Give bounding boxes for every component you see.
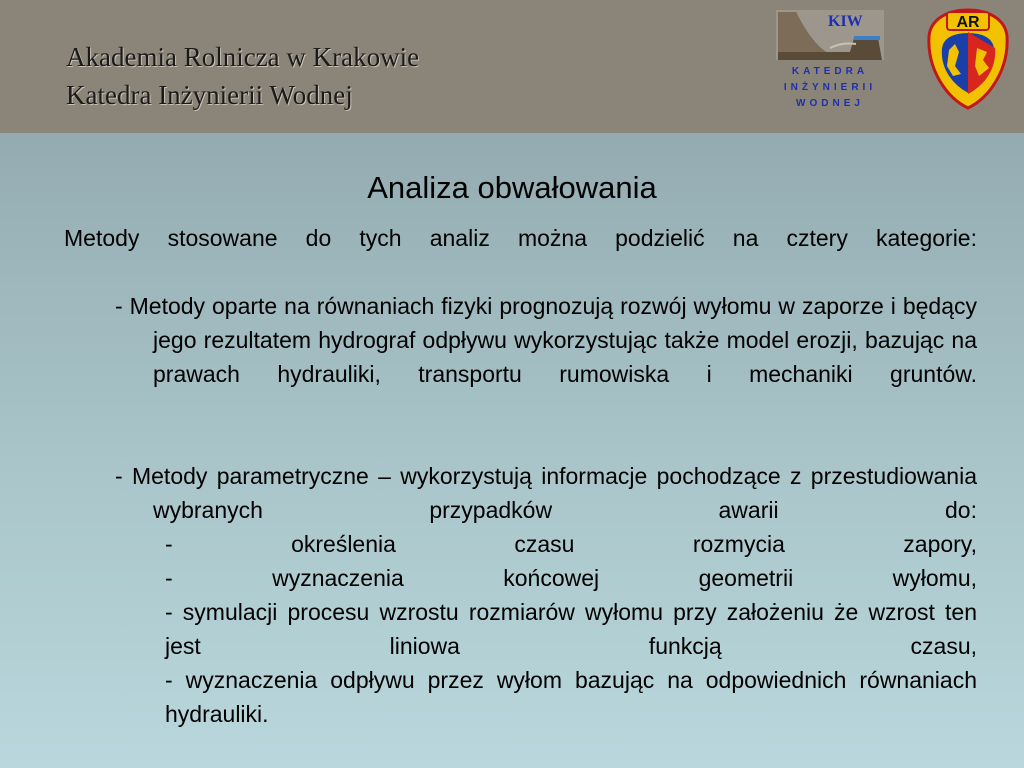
department-name: Katedra Inżynierii Wodnej: [66, 80, 353, 110]
sub-item-3: - symulacji procesu wzrostu rozmiarów wyłomu przy założeniu że wzrost ten jest liniowa funkcją czasu,: [165, 599, 977, 659]
slide-title: Analiza obwałowania: [367, 170, 657, 205]
ar-logo: [925, 6, 1011, 112]
ar-crest-icon: [925, 6, 1011, 112]
ar-abbr: AR: [956, 14, 980, 31]
kiw-logo: [774, 8, 886, 118]
kiw-line2: INŻYNIERII: [783, 82, 877, 93]
intro-text: Metody stosowane do tych analiz można podzielić na cztery kategorie:: [64, 225, 977, 251]
kiw-line1: KATEDRA: [791, 66, 869, 77]
kiw-line3: WODNEJ: [796, 98, 864, 109]
sub-item-1: - określenia czasu rozmycia zapory,: [165, 531, 977, 557]
kiw-dam-icon: [774, 8, 886, 70]
kiw-abbr: KIW: [828, 13, 863, 30]
university-name: Akademia Rolnicza w Krakowie: [66, 42, 420, 72]
sub-item-4: - wyznaczenia odpływu przez wyłom bazując na odpowiednich równaniach hydrauliki.: [165, 667, 977, 727]
method-1-text: - Metody oparte na równaniach fizyki prognozują rozwój wyłomu w zaporze i będący jego rezultatem hydrograf odpływu wykorzystując także model erozji, bazując na prawach hydrauliki, transportu rumowiska i mechaniki gruntów.: [115, 293, 977, 387]
header-bar: [0, 0, 1024, 133]
sub-item-2: - wyznaczenia końcowej geometrii wyłomu,: [165, 565, 977, 591]
method-2-text: - Metody parametryczne – wykorzystują informacje pochodzące z przestudiowania wybranych przypadków awarii do:: [115, 463, 977, 523]
